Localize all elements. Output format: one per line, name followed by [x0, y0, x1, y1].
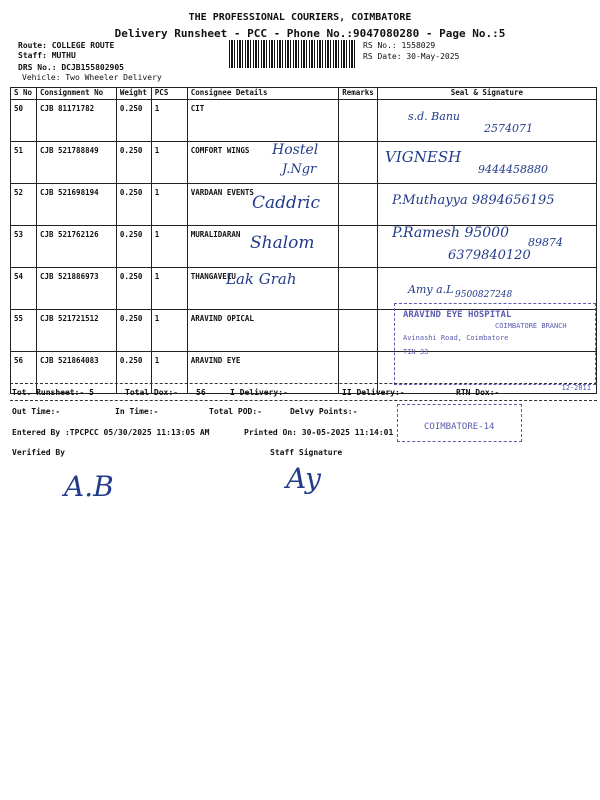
col-remarks: Remarks [339, 88, 378, 100]
verified-by-label: Verified By [12, 448, 65, 457]
ii-delivery: II Delivery:- [342, 388, 405, 397]
cell-pcs: 1 [151, 142, 187, 184]
cell-remarks [339, 100, 378, 142]
cell-sno: 50 [11, 100, 37, 142]
cell-pcs: 1 [151, 310, 187, 352]
handwritten-note: Hostel [272, 142, 319, 158]
cell-weight: 0.250 [116, 184, 151, 226]
cell-weight: 0.250 [116, 100, 151, 142]
cell-sno: 52 [11, 184, 37, 226]
stamp-line: COIMBATORE-14 [424, 422, 495, 432]
cell-consignee: ARAVIND OPICAL [187, 310, 339, 352]
col-consignment: Consignment No [36, 88, 116, 100]
cell-consignee: COMFORT WINGS [187, 142, 339, 184]
drs-label: DRS No.: DCJB155802905 [18, 63, 124, 72]
staff-handwritten-signature: Ay [286, 462, 321, 495]
stamp-line: Avinashi Road, Coimbatore [403, 334, 509, 342]
cell-sno: 53 [11, 226, 37, 268]
rs-number: RS No.: 1558029 [363, 41, 436, 50]
divider [10, 400, 597, 401]
cell-sno: 56 [11, 352, 37, 394]
cell-cno: CJB 521788849 [36, 142, 116, 184]
staff-label: Staff: MUTHU [18, 51, 76, 60]
cell-cno: CJB 521864083 [36, 352, 116, 394]
handwritten-note: Lak Grah [226, 270, 297, 288]
cell-remarks [339, 310, 378, 352]
handwritten-signature: P.Muthayya 9894656195 [392, 193, 555, 208]
barcode-image [229, 40, 357, 68]
cell-weight: 0.250 [116, 142, 151, 184]
cell-consignee: MURALIDARAN [187, 226, 339, 268]
cell-remarks [339, 184, 378, 226]
cell-cno: CJB 521698194 [36, 184, 116, 226]
cell-weight: 0.250 [116, 268, 151, 310]
handwritten-signature: Amy a.L [408, 283, 454, 296]
cell-consignee: THANGAVELU [187, 268, 339, 310]
col-weight: Weight [116, 88, 151, 100]
i-delivery: I Delivery:- [230, 388, 288, 397]
cell-weight: 0.250 [116, 352, 151, 394]
handwritten-number: 9500827248 [455, 290, 513, 300]
cell-sno: 55 [11, 310, 37, 352]
stamp-line: ARAVIND EYE HOSPITAL [403, 310, 512, 320]
table-row [11, 100, 597, 142]
delvy-points: Delvy Points:- [290, 407, 358, 416]
cell-consignee: VARDAAN EVENTS [187, 184, 339, 226]
cell-consignee: ARAVIND EYE [187, 352, 339, 394]
out-time: Out Time:- [12, 407, 61, 416]
handwritten-note: Caddric [252, 193, 320, 213]
handwritten-number: 9444458880 [478, 163, 548, 176]
cell-pcs: 1 [151, 352, 187, 394]
vehicle-label: Vehicle: Two Wheeler Delivery [22, 73, 162, 82]
cell-cno: CJB 521886973 [36, 268, 116, 310]
company-title: THE PROFESSIONAL COURIERS, COIMBATORE [188, 12, 412, 23]
cell-weight: 0.250 [116, 226, 151, 268]
stamp-line: 12-2011 [561, 384, 591, 392]
cell-pcs: 1 [151, 184, 187, 226]
staff-signature-label: Staff Signature [270, 448, 343, 457]
handwritten-signature: VIGNESH [385, 148, 462, 166]
cell-cno: CJB 81171782 [36, 100, 116, 142]
col-sno: S No [11, 88, 37, 100]
rtn-dox: RTN Dox:- [456, 388, 500, 397]
cell-sno: 54 [11, 268, 37, 310]
handwritten-number: 6379840120 [448, 248, 531, 263]
col-consignee: Consignee Details [187, 88, 339, 100]
cell-pcs: 1 [151, 268, 187, 310]
runsheet-subtitle: Delivery Runsheet - PCC - Phone No.:9047080280 - Page No.:5 [114, 27, 506, 40]
cell-weight: 0.250 [116, 310, 151, 352]
cell-remarks [339, 142, 378, 184]
cell-pcs: 1 [151, 226, 187, 268]
total-pod: Total POD:- [209, 407, 262, 416]
handwritten-signature: P.Ramesh 95000 [392, 225, 509, 241]
total-dox-label: Total Dox:- [125, 388, 178, 397]
cell-pcs: 1 [151, 100, 187, 142]
handwritten-note: Shalom [250, 233, 315, 253]
tot-runsheet: Tot. Runsheet:- 5 [12, 388, 94, 397]
stamp-line: TIN 33 [403, 348, 429, 356]
cell-cno: CJB 521721512 [36, 310, 116, 352]
cell-remarks [339, 268, 378, 310]
col-pcs: PCS [151, 88, 187, 100]
coimbatore-stamp [397, 404, 522, 442]
in-time: In Time:- [115, 407, 159, 416]
total-dox-value: 56 [196, 388, 206, 397]
cell-remarks [339, 226, 378, 268]
stamp-line: COIMBATORE BRANCH [495, 322, 567, 330]
route-label: Route: COLLEGE ROUTE [18, 41, 115, 50]
col-seal: Seal & Signature [377, 88, 596, 100]
cell-cno: CJB 521762126 [36, 226, 116, 268]
handwritten-number: 2574071 [484, 122, 533, 135]
handwritten-signature: s.d. Banu [408, 110, 460, 123]
divider [10, 383, 597, 384]
verified-signature: A.B [64, 470, 114, 503]
printed-on: Printed On: 30-05-2025 11:14:01 [244, 428, 394, 437]
handwritten-number: 89874 [528, 236, 563, 249]
cell-sno: 51 [11, 142, 37, 184]
handwritten-note: J.Ngr [282, 162, 317, 177]
rs-date: RS Date: 30-May-2025 [363, 52, 460, 61]
hospital-stamp [394, 303, 596, 392]
table-header-row [11, 88, 597, 100]
cell-consignee: CIT [187, 100, 339, 142]
entered-by: Entered By :TPCPCC 05/30/2025 11:13:05 AM [12, 428, 210, 437]
